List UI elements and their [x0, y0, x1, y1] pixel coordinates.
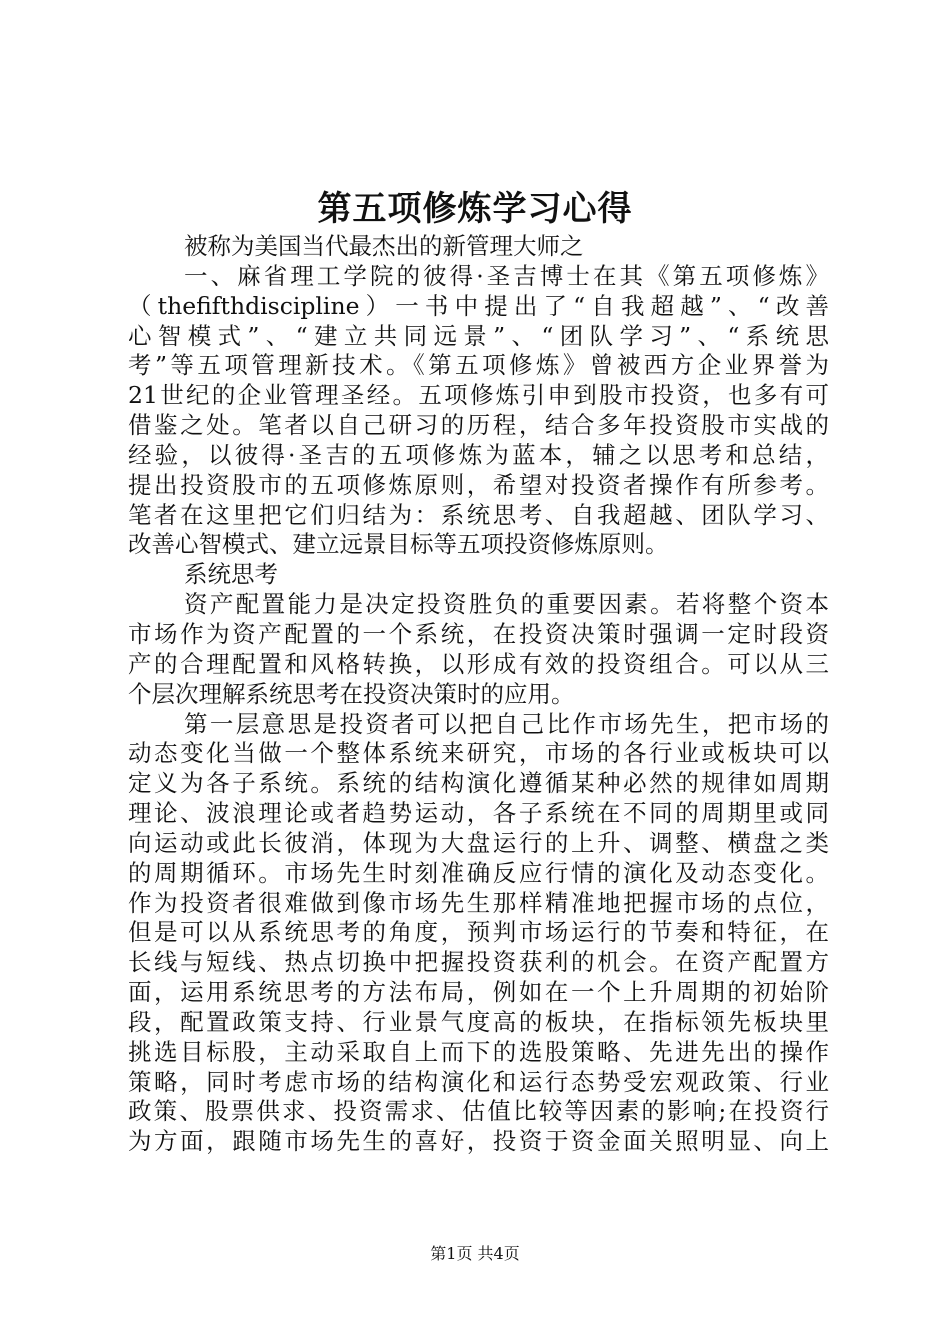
text-line: 长线与短线、热点切换中把握投资获利的机会。在资产配置方: [128, 948, 829, 977]
text-line: 但是可以从系统思考的角度，预判市场运行的节奏和特征，在: [128, 918, 829, 947]
text-line: 产的合理配置和风格转换，以形成有效的投资组合。可以从三: [128, 649, 829, 678]
text-line: 笔者在这里把它们归结为：系统思考、自我超越、团队学习、: [128, 500, 829, 529]
text-line: 提出投资股市的五项修炼原则，希望对投资者操作有所参考。: [128, 470, 829, 499]
text-line: 第一层意思是投资者可以把自己比作市场先生，把市场的: [184, 709, 829, 738]
text-line: 作为投资者很难做到像市场先生那样精准地把握市场的点位，: [128, 888, 829, 917]
text-line: 为方面，跟随市场先生的喜好，投资于资金面关照明显、向上: [128, 1127, 829, 1156]
text-line: 21世纪的企业管理圣经。五项修炼引申到股市投资，也多有可: [128, 381, 829, 410]
text-line: 的周期循环。市场先生时刻准确反应行情的演化及动态变化。: [128, 858, 829, 887]
text-line: 个层次理解系统思考在投资决策时的应用。: [128, 679, 575, 708]
document-body: [128, 232, 829, 1157]
text-line: 政策、股票供求、投资需求、估值比较等因素的影响;在投资行: [128, 1097, 829, 1126]
text-line: 经验，以彼得·圣吉的五项修炼为蓝本，辅之以思考和总结，: [128, 440, 829, 469]
document-title: 第五项修炼学习心得: [317, 189, 633, 229]
text-line: 市场作为资产配置的一个系统，在投资决策时强调一定时段资: [128, 619, 829, 648]
text-line: 理论、波浪理论或者趋势运动，各子系统在不同的周期里或同: [128, 799, 829, 828]
text-line: 动态变化当做一个整体系统来研究，市场的各行业或板块可以: [128, 739, 829, 768]
text-line: 向运动或此长彼消，体现为大盘运行的上升、调整、横盘之类: [128, 828, 829, 857]
text-line: 面，运用系统思考的方法布局，例如在一个上升周期的初始阶: [128, 978, 829, 1007]
text-line: 考”等五项管理新技术。《第五项修炼》曾被西方企业界誉为: [128, 351, 829, 380]
text-line: 策略，同时考虑市场的结构演化和运行态势受宏观政策、行业: [128, 1067, 829, 1096]
text-line: 心智模式”、“建立共同远景”、“团队学习”、“系统思: [128, 321, 829, 350]
text-line: 借鉴之处。笔者以自己研习的历程，结合多年投资股市实战的: [128, 411, 829, 440]
text-line: 定义为各子系统。系统的结构演化遵循某种必然的规律如周期: [128, 769, 829, 798]
text-line: （thefifthdiscipline）一书中提出了“自我超越”、“改善: [128, 291, 829, 320]
text-line: 系统思考: [184, 560, 278, 589]
text-line: 被称为美国当代最杰出的新管理大师之: [184, 232, 584, 260]
text-line: 资产配置能力是决定投资胜负的重要因素。若将整个资本: [184, 590, 829, 619]
page-footer: 第1页 共4页: [430, 1244, 520, 1263]
text-line: 一、麻省理工学院的彼得·圣吉博士在其《第五项修炼》: [184, 261, 829, 290]
text-line: 段，配置政策支持、行业景气度高的板块，在指标领先板块里: [128, 1007, 829, 1036]
text-line: 挑选目标股，主动采取自上而下的选股策略、先进先出的操作: [128, 1037, 829, 1066]
text-line: 改善心智模式、建立远景目标等五项投资修炼原则。: [128, 530, 669, 559]
